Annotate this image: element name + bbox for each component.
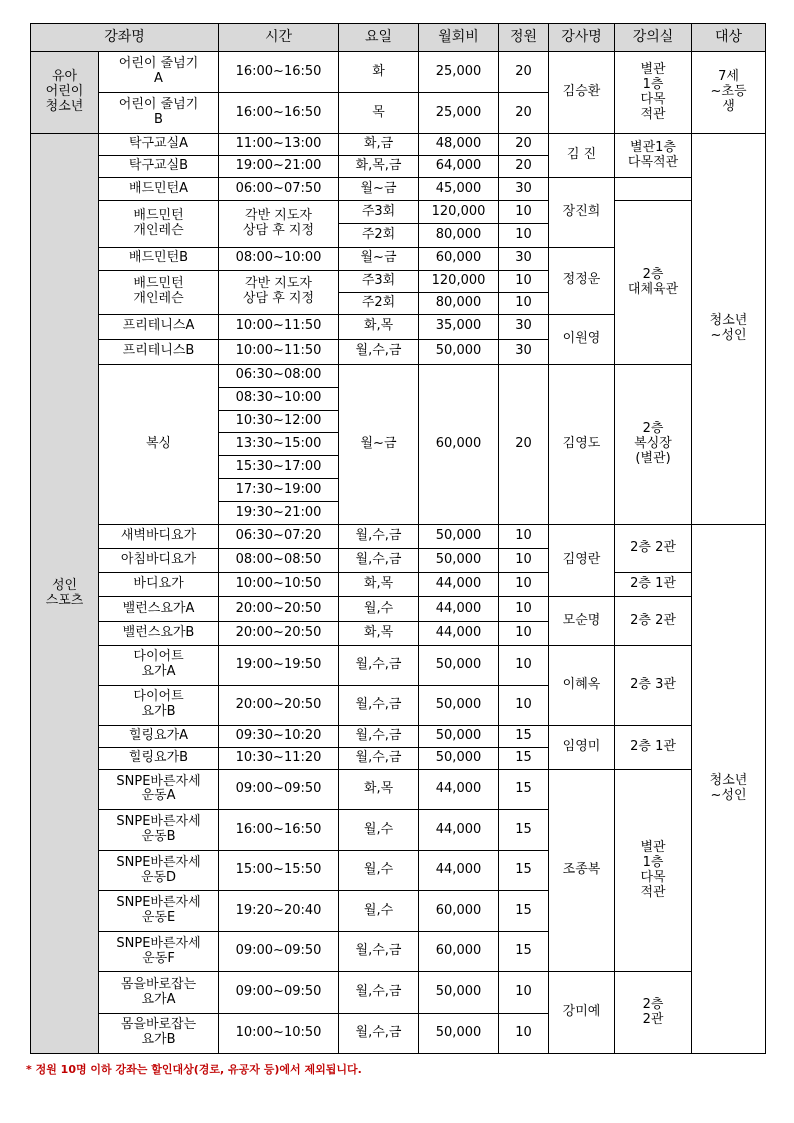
fee-cell: 50,000 bbox=[419, 645, 499, 685]
instructor-cell: 김영도 bbox=[549, 364, 615, 524]
room-cell: 2층 대체육관 bbox=[615, 201, 692, 364]
room-cell: 2층 1관 bbox=[615, 725, 692, 769]
time-cell: 10:00~11:50 bbox=[219, 339, 339, 364]
capacity-cell: 10 bbox=[499, 645, 549, 685]
day-cell: 월,수,금 bbox=[339, 685, 419, 725]
capacity-cell: 30 bbox=[499, 247, 549, 270]
capacity-cell: 30 bbox=[499, 339, 549, 364]
capacity-cell: 10 bbox=[499, 270, 549, 292]
instructor-cell: 이원영 bbox=[549, 314, 615, 364]
capacity-cell: 10 bbox=[499, 292, 549, 314]
course-name: 프리테니스B bbox=[99, 339, 219, 364]
day-cell: 월~금 bbox=[339, 247, 419, 270]
time-cell: 19:00~19:50 bbox=[219, 645, 339, 685]
fee-cell: 80,000 bbox=[419, 292, 499, 314]
time-cell: 16:00~16:50 bbox=[219, 810, 339, 851]
day-cell: 월,수,금 bbox=[339, 525, 419, 549]
table-row bbox=[31, 52, 766, 93]
target-cell: 7세 ~초등 생 bbox=[692, 52, 766, 134]
capacity-cell: 15 bbox=[499, 769, 549, 809]
fee-cell: 35,000 bbox=[419, 314, 499, 339]
fee-cell: 44,000 bbox=[419, 851, 499, 891]
fee-cell: 50,000 bbox=[419, 747, 499, 769]
table-row bbox=[31, 725, 766, 747]
fee-cell: 50,000 bbox=[419, 549, 499, 573]
time-cell: 09:30~10:20 bbox=[219, 725, 339, 747]
day-cell: 월~금 bbox=[339, 178, 419, 201]
target-cell: 청소년 ~성인 bbox=[692, 134, 766, 525]
fee-cell: 50,000 bbox=[419, 1013, 499, 1053]
day-cell: 월,수,금 bbox=[339, 645, 419, 685]
course-name: SNPE바른자세 운동D bbox=[99, 851, 219, 891]
course-name: 어린이 줄넘기 B bbox=[99, 93, 219, 134]
fee-cell: 60,000 bbox=[419, 891, 499, 932]
room-cell: 별관1층 다목적관 bbox=[615, 134, 692, 178]
course-name: 밸런스요가B bbox=[99, 621, 219, 645]
course-name: 몸을바로잡는 요가B bbox=[99, 1013, 219, 1053]
class-schedule-table bbox=[30, 23, 766, 1054]
time-cell: 10:00~11:50 bbox=[219, 314, 339, 339]
time-cell: 20:00~20:50 bbox=[219, 621, 339, 645]
fee-cell: 44,000 bbox=[419, 573, 499, 597]
course-name: 다이어트 요가B bbox=[99, 685, 219, 725]
header-capacity: 정원 bbox=[499, 24, 549, 52]
course-name: 바디요가 bbox=[99, 573, 219, 597]
table-row bbox=[31, 573, 766, 597]
capacity-cell: 20 bbox=[499, 364, 549, 524]
day-cell: 월,수 bbox=[339, 891, 419, 932]
capacity-cell: 15 bbox=[499, 851, 549, 891]
table-row bbox=[31, 769, 766, 809]
course-name: 어린이 줄넘기 A bbox=[99, 52, 219, 93]
footnote: * 정원 10명 이하 강좌는 할인대상(경로, 유공자 등)에서 제외됩니다. bbox=[26, 1063, 362, 1076]
time-cell: 20:00~20:50 bbox=[219, 685, 339, 725]
course-name: 새벽바디요가 bbox=[99, 525, 219, 549]
time-cell: 08:30~10:00 bbox=[219, 387, 339, 410]
instructor-cell: 정정운 bbox=[549, 247, 615, 314]
course-name: SNPE바른자세 운동E bbox=[99, 891, 219, 932]
day-cell: 화 bbox=[339, 52, 419, 93]
day-cell: 주3회 bbox=[339, 270, 419, 292]
capacity-cell: 10 bbox=[499, 685, 549, 725]
table-row bbox=[31, 972, 766, 1013]
day-cell: 월,수,금 bbox=[339, 1013, 419, 1053]
fee-cell: 80,000 bbox=[419, 224, 499, 247]
room-cell: 2층 3관 bbox=[615, 645, 692, 725]
fee-cell: 50,000 bbox=[419, 685, 499, 725]
fee-cell: 50,000 bbox=[419, 525, 499, 549]
course-name: SNPE바른자세 운동B bbox=[99, 810, 219, 851]
fee-cell: 50,000 bbox=[419, 339, 499, 364]
time-cell: 16:00~16:50 bbox=[219, 52, 339, 93]
course-name: 탁구교실A bbox=[99, 134, 219, 156]
instructor-cell: 강미예 bbox=[549, 972, 615, 1054]
target-cell: 청소년 ~성인 bbox=[692, 525, 766, 1054]
table-row bbox=[31, 201, 766, 224]
capacity-cell: 30 bbox=[499, 314, 549, 339]
room-cell bbox=[615, 178, 692, 201]
time-cell: 11:00~13:00 bbox=[219, 134, 339, 156]
capacity-cell: 15 bbox=[499, 932, 549, 972]
fee-cell: 48,000 bbox=[419, 134, 499, 156]
course-name: 힐링요가A bbox=[99, 725, 219, 747]
time-cell: 08:00~10:00 bbox=[219, 247, 339, 270]
course-name: 몸을바로잡는 요가A bbox=[99, 972, 219, 1013]
table-row bbox=[31, 178, 766, 201]
fee-cell: 45,000 bbox=[419, 178, 499, 201]
course-name: 다이어트 요가A bbox=[99, 645, 219, 685]
day-cell: 월,수 bbox=[339, 810, 419, 851]
time-cell: 19:30~21:00 bbox=[219, 502, 339, 525]
fee-cell: 44,000 bbox=[419, 621, 499, 645]
time-cell: 09:00~09:50 bbox=[219, 769, 339, 809]
table-row bbox=[31, 364, 766, 387]
room-cell: 2층 2관 bbox=[615, 597, 692, 645]
day-cell: 월,수,금 bbox=[339, 932, 419, 972]
time-cell: 06:30~08:00 bbox=[219, 364, 339, 387]
capacity-cell: 10 bbox=[499, 549, 549, 573]
fee-cell: 60,000 bbox=[419, 364, 499, 524]
time-cell: 20:00~20:50 bbox=[219, 597, 339, 621]
day-cell: 주3회 bbox=[339, 201, 419, 224]
fee-cell: 120,000 bbox=[419, 270, 499, 292]
fee-cell: 50,000 bbox=[419, 972, 499, 1013]
course-name: SNPE바른자세 운동A bbox=[99, 769, 219, 809]
room-cell: 2층 2관 bbox=[615, 972, 692, 1054]
capacity-cell: 10 bbox=[499, 621, 549, 645]
fee-cell: 120,000 bbox=[419, 201, 499, 224]
header-instructor: 강사명 bbox=[549, 24, 615, 52]
fee-cell: 60,000 bbox=[419, 247, 499, 270]
fee-cell: 60,000 bbox=[419, 932, 499, 972]
time-cell: 19:00~21:00 bbox=[219, 156, 339, 178]
fee-cell: 50,000 bbox=[419, 725, 499, 747]
table-row bbox=[31, 525, 766, 549]
fee-cell: 25,000 bbox=[419, 93, 499, 134]
course-name: 배드민턴B bbox=[99, 247, 219, 270]
table-row bbox=[31, 645, 766, 685]
time-cell: 06:30~07:20 bbox=[219, 525, 339, 549]
capacity-cell: 30 bbox=[499, 178, 549, 201]
time-cell: 08:00~08:50 bbox=[219, 549, 339, 573]
time-cell: 10:00~10:50 bbox=[219, 573, 339, 597]
capacity-cell: 10 bbox=[499, 573, 549, 597]
instructor-cell: 김영란 bbox=[549, 525, 615, 597]
time-cell: 09:00~09:50 bbox=[219, 972, 339, 1013]
room-cell: 별관 1층 다목 적관 bbox=[615, 52, 692, 134]
time-cell: 19:20~20:40 bbox=[219, 891, 339, 932]
fee-cell: 44,000 bbox=[419, 769, 499, 809]
capacity-cell: 10 bbox=[499, 1013, 549, 1053]
fee-cell: 44,000 bbox=[419, 597, 499, 621]
header-target: 대상 bbox=[692, 24, 766, 52]
time-cell: 15:30~17:00 bbox=[219, 456, 339, 479]
header-course: 강좌명 bbox=[31, 24, 219, 52]
time-cell: 09:00~09:50 bbox=[219, 932, 339, 972]
course-name: 밸런스요가A bbox=[99, 597, 219, 621]
course-name: 배드민턴 개인레슨 bbox=[99, 270, 219, 314]
course-name: 배드민턴A bbox=[99, 178, 219, 201]
capacity-cell: 15 bbox=[499, 725, 549, 747]
day-cell: 월,수,금 bbox=[339, 725, 419, 747]
capacity-cell: 20 bbox=[499, 93, 549, 134]
capacity-cell: 15 bbox=[499, 891, 549, 932]
time-cell: 13:30~15:00 bbox=[219, 433, 339, 456]
time-cell: 15:00~15:50 bbox=[219, 851, 339, 891]
capacity-cell: 10 bbox=[499, 201, 549, 224]
time-cell: 17:30~19:00 bbox=[219, 479, 339, 502]
day-cell: 주2회 bbox=[339, 292, 419, 314]
time-cell: 16:00~16:50 bbox=[219, 93, 339, 134]
fee-cell: 44,000 bbox=[419, 810, 499, 851]
day-cell: 화,목 bbox=[339, 769, 419, 809]
capacity-cell: 15 bbox=[499, 810, 549, 851]
fee-cell: 64,000 bbox=[419, 156, 499, 178]
capacity-cell: 10 bbox=[499, 224, 549, 247]
day-cell: 화,목 bbox=[339, 314, 419, 339]
table-row bbox=[31, 134, 766, 156]
day-cell: 목 bbox=[339, 93, 419, 134]
time-cell: 각반 지도자 상담 후 지정 bbox=[219, 270, 339, 314]
day-cell: 월,수,금 bbox=[339, 339, 419, 364]
room-cell: 2층 1관 bbox=[615, 573, 692, 597]
instructor-cell: 김 진 bbox=[549, 134, 615, 178]
course-name: SNPE바른자세 운동F bbox=[99, 932, 219, 972]
day-cell: 화,목 bbox=[339, 621, 419, 645]
instructor-cell: 조종복 bbox=[549, 769, 615, 972]
day-cell: 화,금 bbox=[339, 134, 419, 156]
header-day: 요일 bbox=[339, 24, 419, 52]
capacity-cell: 10 bbox=[499, 525, 549, 549]
day-cell: 주2회 bbox=[339, 224, 419, 247]
category-youth: 유아 어린이 청소년 bbox=[31, 52, 99, 134]
capacity-cell: 15 bbox=[499, 747, 549, 769]
capacity-cell: 20 bbox=[499, 52, 549, 93]
header-room: 강의실 bbox=[615, 24, 692, 52]
day-cell: 월,수,금 bbox=[339, 549, 419, 573]
time-cell: 10:30~11:20 bbox=[219, 747, 339, 769]
day-cell: 월,수,금 bbox=[339, 972, 419, 1013]
course-name: 힐링요가B bbox=[99, 747, 219, 769]
day-cell: 월,수 bbox=[339, 597, 419, 621]
fee-cell: 25,000 bbox=[419, 52, 499, 93]
day-cell: 화,목,금 bbox=[339, 156, 419, 178]
day-cell: 화,목 bbox=[339, 573, 419, 597]
capacity-cell: 10 bbox=[499, 972, 549, 1013]
capacity-cell: 20 bbox=[499, 134, 549, 156]
course-name: 아침바디요가 bbox=[99, 549, 219, 573]
day-cell: 월,수,금 bbox=[339, 747, 419, 769]
day-cell: 월,수 bbox=[339, 851, 419, 891]
header-fee: 월회비 bbox=[419, 24, 499, 52]
time-cell: 10:30~12:00 bbox=[219, 410, 339, 432]
time-cell: 각반 지도자 상담 후 지정 bbox=[219, 201, 339, 247]
capacity-cell: 10 bbox=[499, 597, 549, 621]
room-cell: 2층 복싱장 (별관) bbox=[615, 364, 692, 524]
category-adult-sports: 성인 스포츠 bbox=[31, 134, 99, 1054]
table-row bbox=[31, 597, 766, 621]
day-cell: 월~금 bbox=[339, 364, 419, 524]
course-name: 복싱 bbox=[99, 364, 219, 524]
instructor-cell: 이혜옥 bbox=[549, 645, 615, 725]
instructor-cell: 김승환 bbox=[549, 52, 615, 134]
instructor-cell: 임영미 bbox=[549, 725, 615, 769]
instructor-cell: 장진희 bbox=[549, 178, 615, 247]
room-cell: 별관 1층 다목 적관 bbox=[615, 769, 692, 972]
time-cell: 06:00~07:50 bbox=[219, 178, 339, 201]
instructor-cell: 모순명 bbox=[549, 597, 615, 645]
capacity-cell: 20 bbox=[499, 156, 549, 178]
course-name: 프리테니스A bbox=[99, 314, 219, 339]
course-name: 배드민턴 개인레슨 bbox=[99, 201, 219, 247]
time-cell: 10:00~10:50 bbox=[219, 1013, 339, 1053]
header-row bbox=[31, 24, 766, 52]
course-name: 탁구교실B bbox=[99, 156, 219, 178]
header-time: 시간 bbox=[219, 24, 339, 52]
room-cell: 2층 2관 bbox=[615, 525, 692, 573]
